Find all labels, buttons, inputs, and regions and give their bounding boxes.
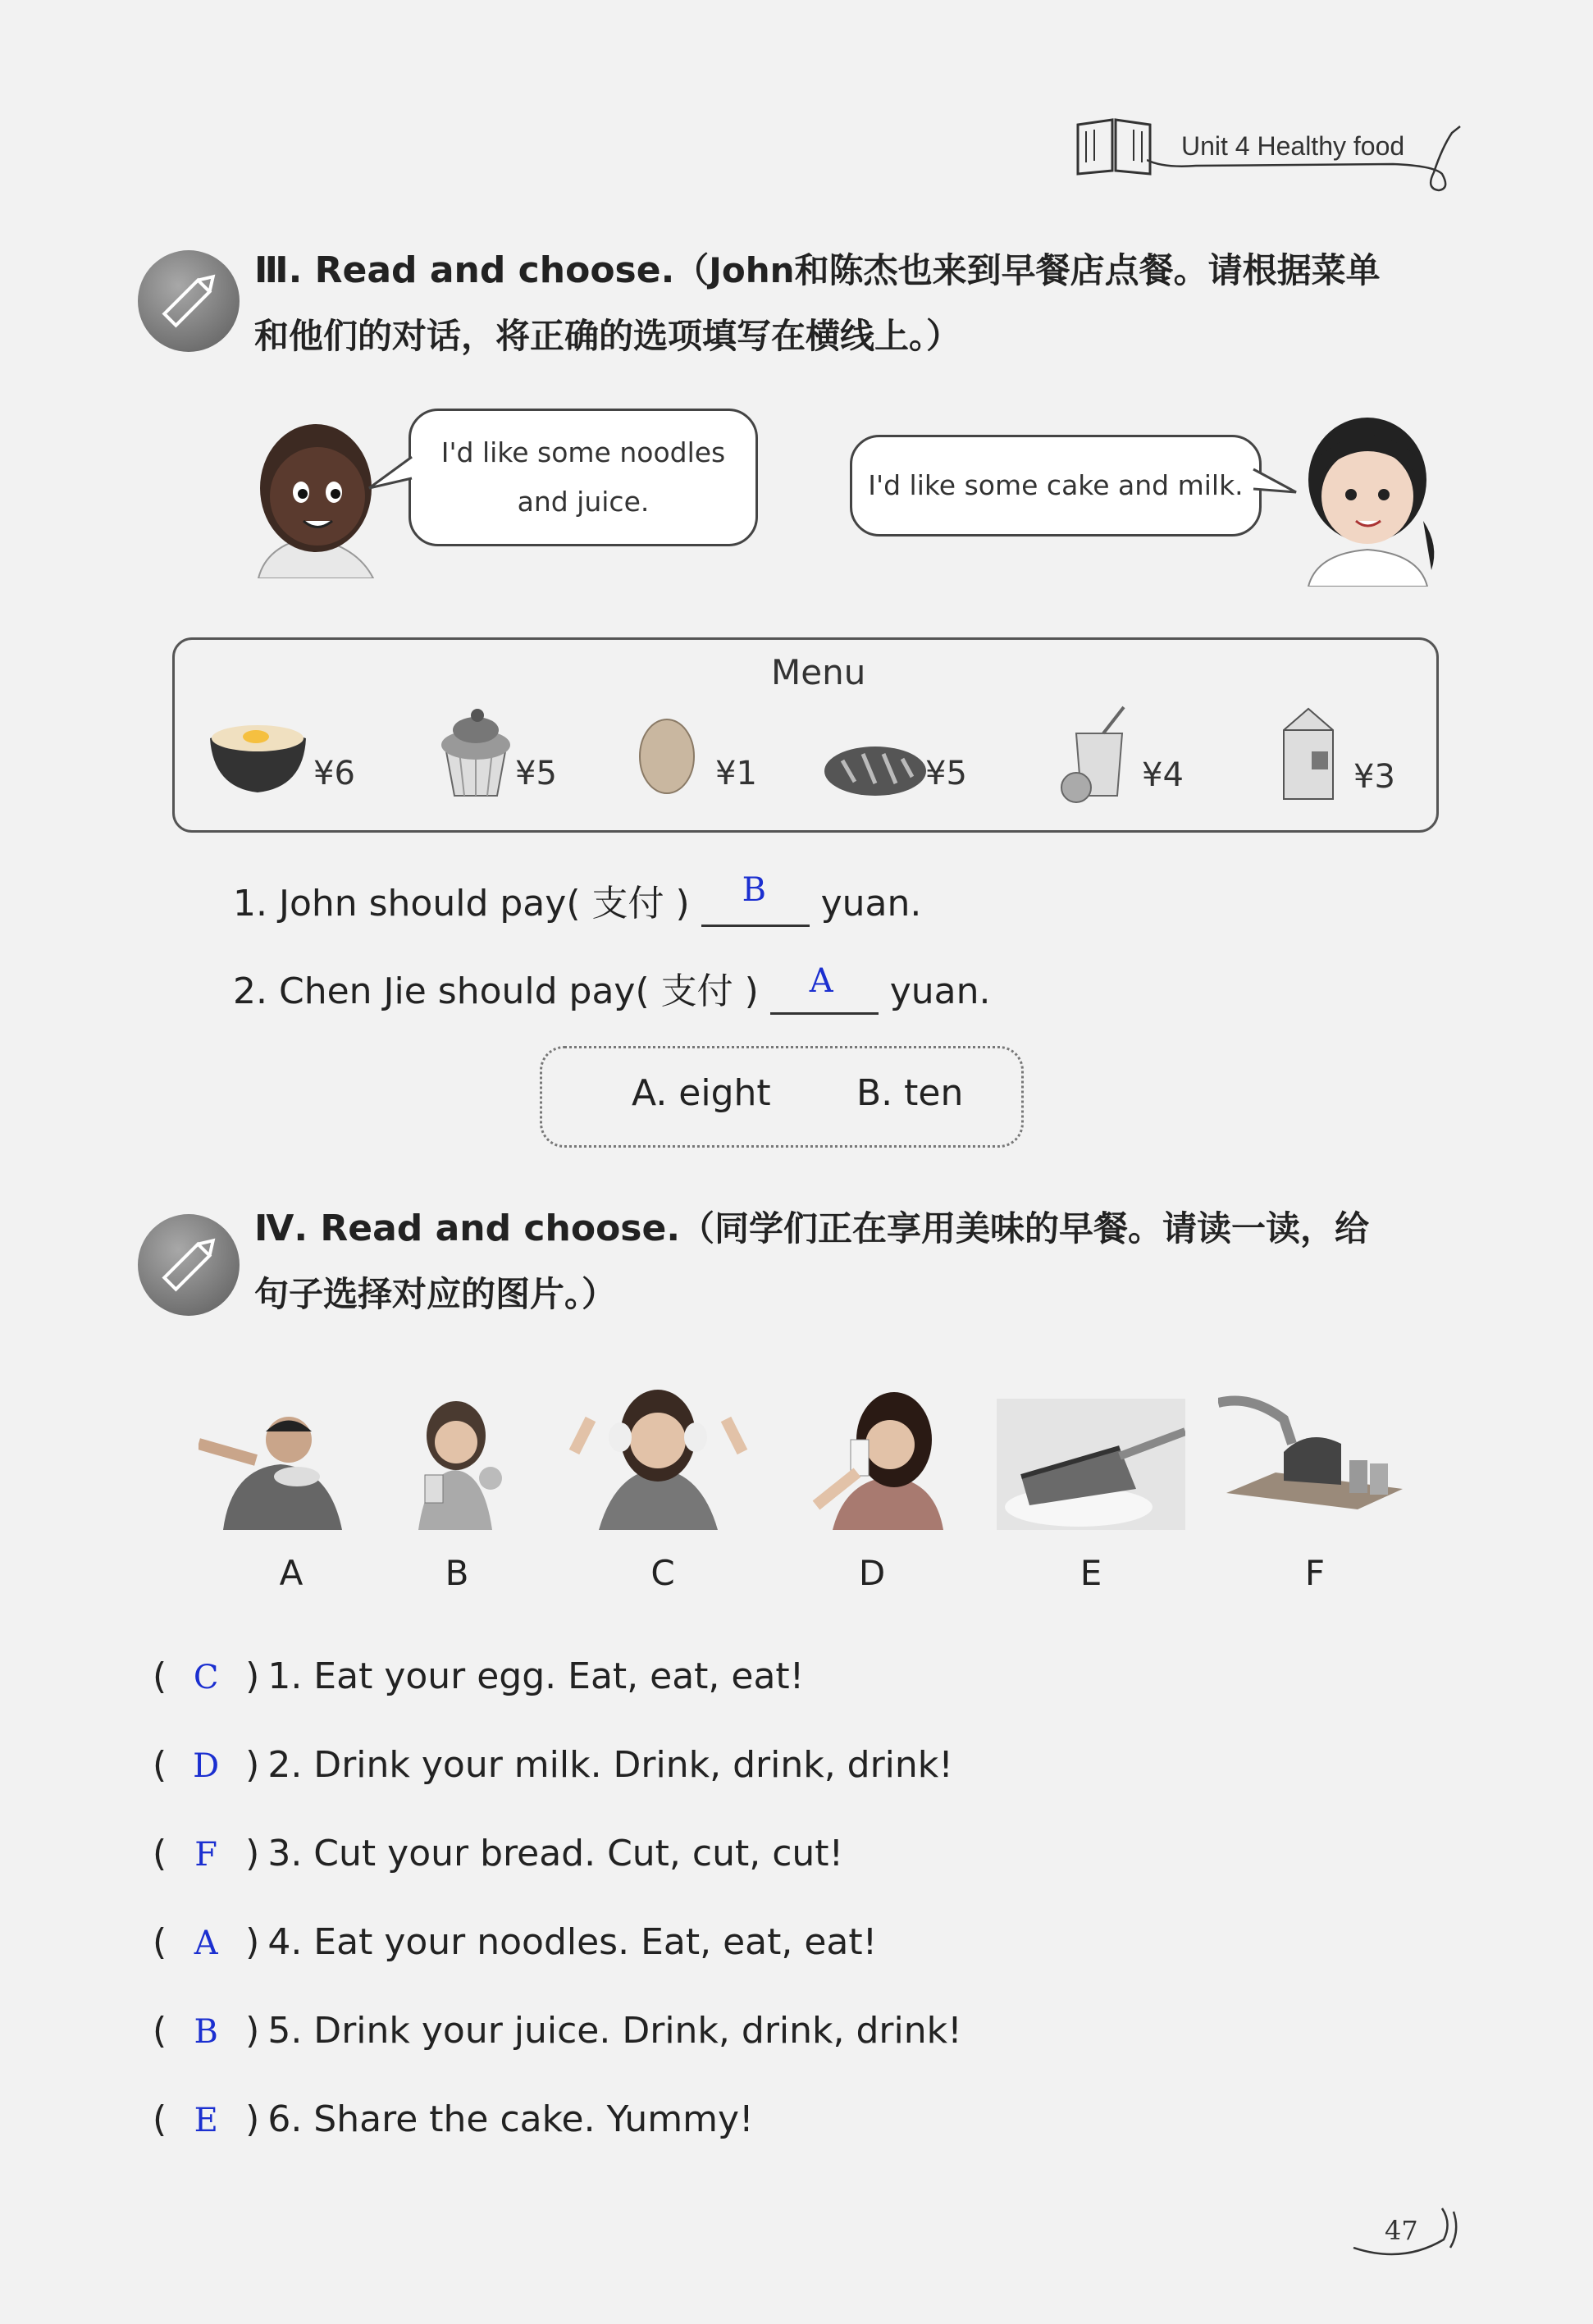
item-6-answer: E — [194, 2102, 218, 2139]
boy-bubble-tail — [367, 455, 413, 496]
juice-icon — [1058, 705, 1140, 804]
question-2-blank — [770, 962, 879, 1015]
question-2-answer: A — [809, 962, 833, 1000]
item-3: ( F ) 3. Cut your bread. Cut, cut, cut! — [153, 1833, 844, 1874]
section-3-title-cn-2: 和他们的对话，将正确的选项填写在横线上。） — [254, 316, 961, 356]
item-6: ( E ) 6. Share the cake. Yummy! — [153, 2098, 754, 2140]
photo-d-woman-drinking-milk — [808, 1390, 947, 1530]
item-5: ( B ) 5. Drink your juice. Drink, drink, drink! — [153, 2010, 962, 2052]
girl-bubble-tail — [1252, 468, 1298, 500]
option-a: A. eight — [632, 1072, 771, 1114]
item-3-text: 3. Cut your bread. Cut, cut, cut! — [267, 1833, 844, 1874]
photo-c-girl-with-eggs — [558, 1386, 759, 1530]
item-4-text: 4. Eat your noodles. Eat, eat, eat! — [267, 1921, 878, 1963]
item-1: ( C ) 1. Eat your egg. Eat, eat, eat! — [153, 1655, 805, 1697]
menu-price-milk: ¥3 — [1353, 758, 1395, 796]
question-1-answer: B — [742, 871, 767, 909]
option-b: B. ten — [856, 1072, 964, 1114]
egg-icon — [638, 714, 696, 796]
item-4: ( A ) 4. Eat your noodles. Eat, eat, eat! — [153, 1921, 878, 1963]
menu-price-juice: ¥4 — [1142, 756, 1184, 794]
picture-label-f: F — [1304, 1553, 1326, 1593]
section-3-title-cn-1: （John和陈杰也来到早餐店点餐。请根据菜单 — [674, 250, 1381, 290]
menu-price-cake: ¥5 — [515, 755, 557, 792]
unit-title: Unit 4 Healthy food — [1181, 131, 1405, 161]
item-2-answer: D — [193, 1747, 220, 1785]
item-4-answer: A — [194, 1924, 218, 1962]
boy-speech-line-2: and juice. — [517, 486, 650, 518]
question-1 — [233, 871, 922, 927]
girl-speech-text: I'd like some cake and milk. — [868, 469, 1244, 501]
bread-icon — [822, 742, 929, 800]
item-5-text: 5. Drink your juice. Drink, drink, drink! — [267, 2010, 962, 2052]
picture-label-c: C — [650, 1553, 675, 1593]
menu-price-bread: ¥5 — [925, 755, 967, 792]
picture-label-d: D — [858, 1553, 886, 1593]
photo-e-cake-being-cut — [997, 1399, 1185, 1530]
question-2 — [233, 961, 991, 1015]
photo-a-man-eating-noodles — [199, 1395, 358, 1530]
picture-label-e: E — [1079, 1553, 1102, 1593]
item-2-text: 2. Drink your milk. Drink, drink, drink! — [267, 1744, 953, 1786]
item-1-answer: C — [193, 1659, 219, 1696]
item-2: ( D ) 2. Drink your milk. Drink, drink, drink! — [153, 1744, 953, 1786]
question-2-suffix: yuan. — [878, 970, 991, 1012]
page-number-decoration — [1345, 2198, 1468, 2264]
item-5-answer: B — [194, 2013, 218, 2051]
section-3-title — [254, 238, 1575, 369]
question-1-blank — [701, 871, 810, 927]
cake-icon — [435, 704, 517, 798]
item-6-text: 6. Share the cake. Yummy! — [267, 2098, 754, 2140]
boy-speech-bubble — [409, 409, 758, 546]
photo-b-girl-with-juice — [402, 1395, 509, 1530]
boy-speech-line-1: I'd like some noodles — [440, 436, 726, 468]
section-4-title — [254, 1196, 1575, 1327]
girl-illustration — [1292, 414, 1444, 587]
milk-icon — [1276, 705, 1341, 802]
item-3-answer: F — [194, 1836, 218, 1874]
question-1-text: 1. John should pay( 支付 ) — [233, 883, 701, 925]
picture-label-b: B — [445, 1553, 469, 1593]
photo-f-cutting-bread — [1218, 1395, 1403, 1530]
item-1-text: 1. Eat your egg. Eat, eat, eat! — [267, 1655, 805, 1697]
pencil-section-icon-2 — [138, 1214, 240, 1316]
pencil-section-icon — [138, 250, 240, 352]
section-3-title-en: Ⅲ. Read and choose. — [254, 249, 675, 291]
girl-speech-bubble — [850, 435, 1262, 536]
section-4-title-cn-1: （同学们正在享用美味的早餐。请读一读，给 — [680, 1208, 1370, 1249]
book-icon — [1073, 113, 1155, 179]
section-4-title-en: Ⅳ. Read and choose. — [254, 1208, 681, 1249]
page-number: 47 — [1385, 2215, 1418, 2246]
menu-price-egg: ¥1 — [715, 755, 757, 792]
picture-label-a: A — [279, 1553, 304, 1593]
boy-illustration — [234, 414, 386, 578]
question-2-text: 2. Chen Jie should pay( 支付 ) — [233, 970, 770, 1012]
menu-price-noodles: ¥6 — [313, 755, 355, 792]
menu-title: Menu — [771, 652, 866, 692]
question-1-suffix: yuan. — [809, 883, 922, 925]
section-4-title-cn-2: 句子选择对应的图片。） — [254, 1274, 617, 1314]
noodles-icon — [207, 714, 309, 796]
